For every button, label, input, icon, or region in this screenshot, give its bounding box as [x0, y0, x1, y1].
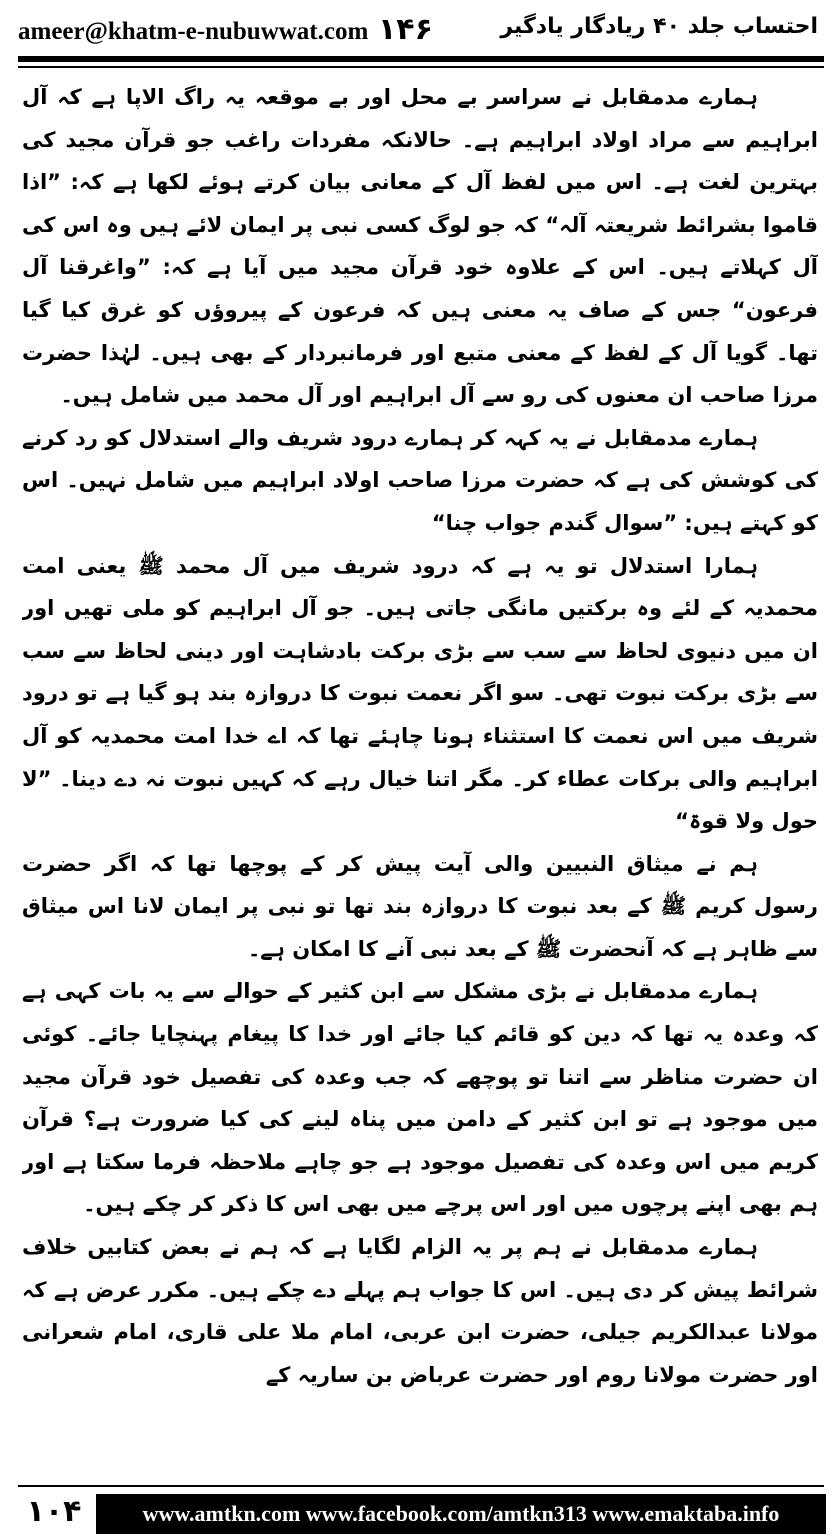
header-rule-thick — [18, 56, 824, 62]
header-page-number: ۱۴۶ — [378, 12, 433, 47]
paragraph: ہمارے مدمقابل نے ہم پر یہ الزام لگایا ہے کہ ہم نے بعض کتابیں خلاف شرائط پیش کر دی ہیں۔ اس کا جواب ہم پہلے دے چکے ہیں۔ مکرر عرض ہے کہ مولانا عبدالکریم جیلی، حضرت ابن عربی، امام ملا علی قاری، امام شعرانی اور حضرت مولانا روم اور حضرت عرباض بن ساریہ کے — [22, 1235, 818, 1387]
document-body — [22, 76, 818, 1466]
paragraph: ہمارے مدمقابل نے یہ کہہ کر ہمارے درود شریف والے استدلال کو رد کرنے کی کوشش کی ہے کہ حضرت مرزا صاحب اولاد ابراہیم میں شامل نہیں۔ اس کو کہتے ہیں: ”سوال گندم جواب چنا“ — [22, 425, 818, 535]
footer-links-bar — [96, 1494, 826, 1534]
page-header — [0, 0, 840, 68]
paragraph: ہمارے مدمقابل نے بڑی مشکل سے ابن کثیر کے حوالے سے یہ بات کہی ہے کہ وعدہ یہ تھا کہ دین کو قائم کیا جائے اور خدا کا پیغام پہنچایا جائے۔ کوئی ان حضرت مناظر سے اتنا تو پوچھے کہ جب وعدہ کی تفصیل خود قرآن مجید میں موجود ہے تو ابن کثیر کے دامن میں پناہ لینے کی کیا ضرورت ہے؟ قرآن کریم میں اس وعدہ کی تفصیل موجود ہے جو چاہے ملاحظہ فرما سکتا ہے اور ہم بھی اپنے پرچوں میں اور اس پرچے میں بھی اس کا ذکر کر چکے ہیں۔ — [22, 979, 818, 1217]
header-book-title: احتساب جلد ۴۰ ریادگار یادگیر — [500, 14, 818, 39]
header-rule-thin — [18, 66, 824, 68]
footer-page-number: ۱۰۴ — [26, 1494, 82, 1529]
paragraph: ہم نے میثاق النبیین والی آیت پیش کر کے پوچھا تھا کہ اگر حضرت رسول کریم ﷺ کے بعد نبوت کا دروازہ بند تھا تو نبی پر ایمان لانا اس میثاق سے ظاہر ہے کہ آنحضرت ﷺ کے بعد نبی آنے کا امکان ہے۔ — [22, 851, 818, 961]
footer-rule — [18, 1485, 824, 1487]
paragraph: ہمارا استدلال تو یہ ہے کہ درود شریف میں آل محمد ﷺ یعنی امت محمدیہ کے لئے وہ برکتیں مانگی جاتی ہیں۔ جو آل ابراہیم کو ملی تھیں اور ان میں دنیوی لحاظ سے سب سے بڑی برکت بادشاہت اور دینی لحاظ سے سب سے بڑی برکت نبوت تھی۔ سو اگر نعمت نبوت کا دروازہ بند ہو گیا ہے تو درود شریف میں اس نعمت کا استثناء ہونا چاہئے تھا کہ اے خدا امت محمدیہ کو آل ابراہیم والی برکات عطاء کر۔ مگر اتنا خیال رہے کہ کہیں نبوت نہ دے دینا۔ ”لا حول ولا قوۃ“ — [22, 553, 818, 834]
paragraph: ہمارے مدمقابل نے سراسر بے محل اور بے موقعہ یہ راگ الاپا ہے کہ آل ابراہیم سے مراد اولاد ابراہیم ہے۔ حالانکہ مفردات راغب جو قرآن مجید کی بہترین لغت ہے۔ اس میں لفظ آل کے معانی بیان کرتے ہوئے لکھا ہے کہ: ”اذا قاموا بشرائط شریعتہ آلہ“ کہ جو لوگ کسی نبی پر ایمان لائے ہیں وہ اس کی آل کہلاتے ہیں۔ اس کے علاوہ خود قرآن مجید میں آیا ہے کہ: ”واغرقنا آل فرعون“ جس کے صاف یہ معنی ہیں کہ فرعون کے پیروؤں کو غرق کیا گیا تھا۔ گویا آل کے لفظ کے معنی متبع اور فرمانبردار کے بھی ہیں۔ لہٰذا حضرت مرزا صاحب ان معنوں کی رو سے آل ابراہیم اور آل محمد میں شامل ہیں۔ — [22, 85, 818, 408]
footer-links: www.amtkn.com www.facebook.com/amtkn313 www.emaktaba.info — [142, 1501, 780, 1526]
header-email: ameer@khatm-e-nubuwwat.com — [18, 18, 369, 45]
